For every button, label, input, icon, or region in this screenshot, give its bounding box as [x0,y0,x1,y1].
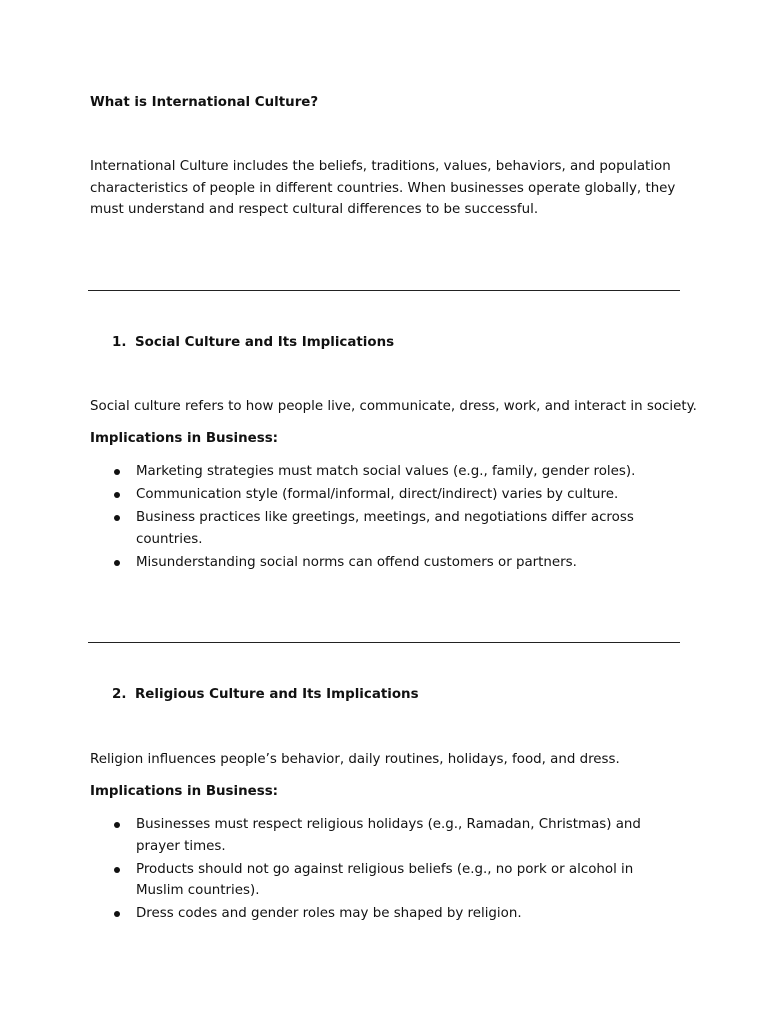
section-divider [88,290,680,291]
bullet-icon [114,911,120,917]
list-item: Dress codes and gender roles may be shaped by religion. [112,903,682,925]
section-divider [88,642,680,643]
intro-paragraph: International Culture includes the beliefs, traditions, values, behaviors, and population characteristics of people in different countries. When businesses operate globally, they must understand and respect cultural differences to be successful. [90,159,676,218]
section-1-number: 1. [112,335,127,350]
bullet-icon [114,560,120,566]
section-2-number: 2. [112,687,127,702]
intro-heading: What is International Culture? [90,95,319,110]
section-2-paragraph: Religion influences people’s behavior, daily routines, holidays, food, and dress. [90,752,620,767]
section-2-heading: Religious Culture and Its Implications [135,687,419,702]
bullet-icon [114,867,120,873]
bullet-icon [114,492,120,498]
section-1-bullet-list [112,461,682,575]
section-2-bullet-list [112,814,682,926]
list-item: Businesses must respect religious holidays (e.g., Ramadan, Christmas) and prayer times. [112,814,682,857]
bullet-icon [114,822,120,828]
list-item: Communication style (formal/informal, direct/indirect) varies by culture. [112,484,682,506]
section-1-paragraph: Social culture refers to how people live, communicate, dress, work, and interact in society. [90,399,697,414]
list-item: Business practices like greetings, meetings, and negotiations differ across countries. [112,507,682,550]
list-item: Marketing strategies must match social values (e.g., family, gender roles). [112,461,682,483]
bullet-icon [114,515,120,521]
section-1-implications-label: Implications in Business: [90,431,279,446]
section-2-implications-label: Implications in Business: [90,784,279,799]
list-item: Misunderstanding social norms can offend customers or partners. [112,552,682,574]
section-1-heading: Social Culture and Its Implications [135,335,395,350]
bullet-icon [114,469,120,475]
list-item: Products should not go against religious beliefs (e.g., no pork or alcohol in Muslim countries). [112,859,682,902]
